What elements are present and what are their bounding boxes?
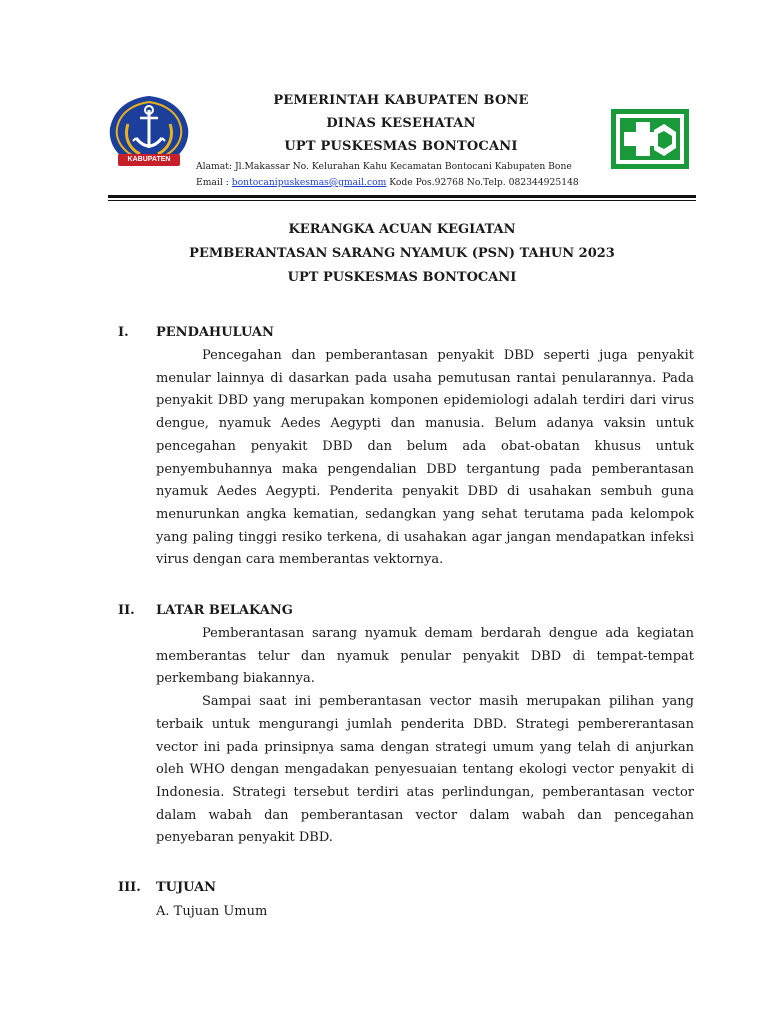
- paragraph: Pencegahan dan pemberantasan penyakit DBD seperti juga penyakit menular lainnya di dasarkan pada usaha pemutusan rantai penularannya. Pada penyakit DBD yang merupakan komponen epidemiologi adalah terdiri dari virus dengue, nyamuk Aedes Aegypti dan manusia. Belum adanya vaksin untuk pencegahan penyakit DBD dan belum ada obat-obatan khusus untuk penyembuhannya maka pengendalian DBD tergantung pada pemberantasan nyamuk Aedes Aegypti. Penderita penyakit DBD di usahakan sembuh guna menurunkan angka kematian, sedangkan yang sehat terutama pada kelompok yang paling tinggi resiko terkena, di usahakan agar jangan mendapatkan infeksi virus dengan cara memberantas vektornya.: [156, 348, 694, 568]
- paragraph: Sampai saat ini pemberantasan vector masih merupakan pilihan yang terbaik untuk mengurangi jumlah penderita DBD. Strategi pembererantasan vector ini pada prinsipnya sama dengan strategi umum yang telah di anjurkan oleh WHO dengan mengadakan penyesuaian tentang ekologi vector penyakit di Indonesia. Strategi tersebut terdiri atas perlindungan, pemberantasan vector dalam wabah dan pemberantasan vector dalam wabah dan pencegahan penyebaran penyakit DBD.: [156, 694, 694, 846]
- letterhead-department: DINAS KESEHATAN: [326, 116, 476, 131]
- section-3-number: III.: [118, 880, 141, 895]
- section-1-title: PENDAHULUAN: [156, 325, 274, 340]
- document-title-line3: UPT PUSKESMAS BONTOCANI: [287, 270, 517, 285]
- paragraph: Pemberantasan sarang nyamuk demam berdarah dengue ada kegiatan memberantas telur dan nyamuk penular penyakit DBD di tempat-tempat perkembang biakannya.: [156, 626, 694, 687]
- letterhead-divider-thin: [108, 200, 696, 201]
- section-2-body: [156, 623, 694, 850]
- letterhead-address: Alamat: Jl.Makassar No. Kelurahan Kahu Kecamatan Bontocani Kabupaten Bone: [196, 161, 572, 172]
- section-3-subitem: A. Tujuan Umum: [156, 904, 268, 919]
- emblem-ribbon-text: KABUPATEN BONE: [127, 156, 171, 175]
- section-1-number: I.: [118, 325, 129, 340]
- contact-info: Kode Pos.92768 No.Telp. 082344925148: [386, 177, 579, 188]
- letterhead-divider-thick: [108, 195, 696, 198]
- section-1-body: [156, 345, 694, 572]
- email-label: Email :: [196, 177, 232, 188]
- section-3-title: TUJUAN: [156, 880, 217, 895]
- letterhead-contact: [196, 177, 579, 188]
- email-link[interactable]: bontocanipuskesmas@gmail.com: [231, 177, 387, 188]
- section-2-number: II.: [118, 603, 135, 618]
- letterhead-government: PEMERINTAH KABUPATEN BONE: [273, 93, 529, 108]
- document-title-line2: PEMBERANTASAN SARANG NYAMUK (PSN) TAHUN 2023: [189, 246, 615, 261]
- document-title-line1: KERANGKA ACUAN KEGIATAN: [288, 222, 516, 237]
- section-2-title: LATAR BELAKANG: [156, 603, 293, 618]
- letterhead-institution: UPT PUSKESMAS BONTOCANI: [284, 139, 518, 154]
